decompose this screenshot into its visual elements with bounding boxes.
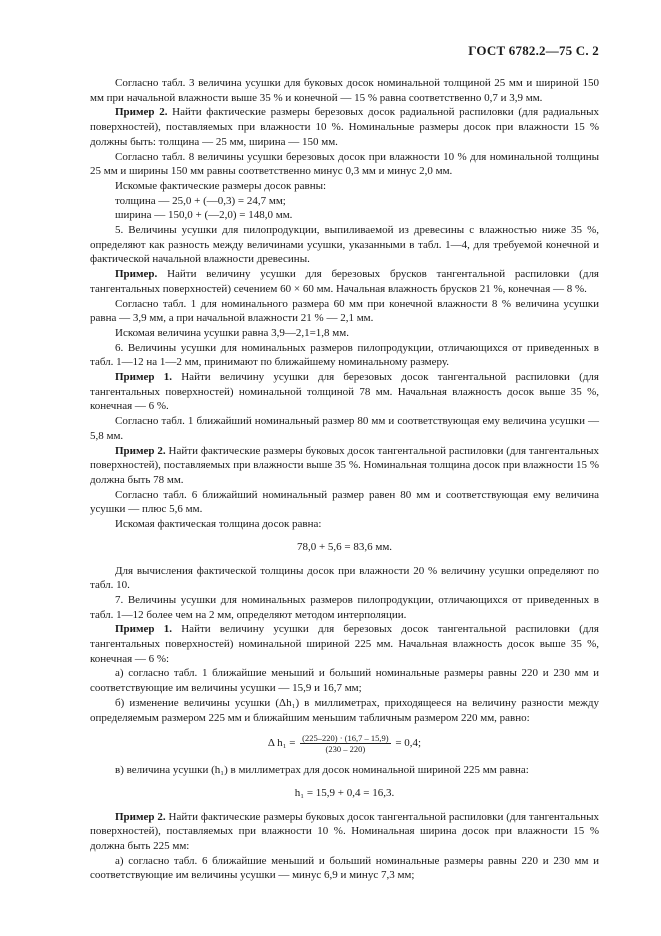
paragraph: Пример 1. Найти величину усушки для березовых досок тангентальной распиловки (для тангентальных поверхностей) номинальной шириной 225 мм. Начальная влажность досок выше 35 %, конечная — 6 %: — [90, 623, 599, 665]
paragraph: 5. Величины усушки для пилопродукции, выпиливаемой из древесины с влажностью ниже 35 %, определяют как разность между величинами усушки, указанными в табл. 1—4, для требуемой конечной и фактической начальной влажности древесины. — [90, 224, 599, 266]
fraction-numerator: (225–220) · (16,7 – 15,9) — [302, 733, 389, 744]
paragraph: 6. Величины усушки для номинальных размеров пилопродукции, отличающихся от приведенных в табл. 1—12 на 1—2 мм, принимают по ближайшему номинальному размеру. — [90, 341, 599, 369]
paragraph: Согласно табл. 3 величина усушки для буковых досок номинальной толщиной 25 мм и шириной 150 мм при начальной влажности выше 35 % и конечной — 15 % равна соответственно 0,7 и 3,9 мм. — [90, 77, 599, 104]
paragraph: Согласно табл. 6 ближайший номинальный размер равен 80 мм и соответствующая ему величина усушки — плюс 5,6 мм. — [90, 488, 599, 516]
paragraph: Пример 2. Найти фактические размеры буковых досок тангентальной распиловки (для тангентальных поверхностей), поставляемых при влажности 10 %. Номинальная ширина досок при влажности 15 % должна быть 225 мм: — [90, 810, 599, 853]
fraction — [300, 733, 390, 754]
formula-centered: h₁ = 15,9 + 0,4 = 16,3. — [294, 786, 395, 799]
paragraph: а) согласно табл. 1 ближайшие меньший и больший номинальные размеры равны 220 и 230 мм и соответствующие им величины усушки — 15,9 и 16,7 мм; — [90, 667, 599, 695]
paragraph: б) изменение величины усушки (Δh₁) в миллиметрах, приходящееся на величину разности между определяемым размером 225 мм и ближайшим меньшим табличным размером 220 мм, равно: — [90, 696, 599, 724]
fraction-denominator: (230 – 220) — [325, 744, 366, 755]
paragraph: Искомая величина усушки равна 3,9—2,1=1,8 мм. — [115, 326, 349, 339]
paragraph: Пример 2. Найти фактические размеры березовых досок радиальной распиловки (для радиальных поверхностей), поставляемых при влажности 10 %. Номинальные размеры досок при влажности 15 % должны быть: толщина — 25 мм, ширина — 150 мм. — [90, 106, 599, 148]
paragraph: в) величина усушки (h₁) в миллиметрах для досок номинальной шириной 225 мм равна: — [115, 764, 529, 777]
formula-centered: 78,0 + 5,6 = 83,6 мм. — [296, 540, 393, 553]
document-body — [90, 76, 599, 883]
fraction-formula — [90, 733, 599, 754]
paragraph: Пример. Найти величину усушки для березовых брусков тангентальной распиловки (для тангентальных поверхностей) сечением 60 × 60 мм. Начальная влажность брусков 21 %, конечная — 8 %. — [90, 268, 599, 295]
formula-rhs: = 0,4; — [395, 737, 422, 750]
paragraph: Для вычисления фактической толщины досок при влажности 20 % величину усушки определяют по табл. 10. — [90, 564, 599, 592]
paragraph: Пример 1. Найти величину усушки для березовых досок тангентальной распиловки (для тангентальных поверхностей) номинальной толщиной 78 мм. Начальная влажность досок выше 35 %, конечная — 6 %. — [90, 371, 599, 413]
paragraph: Искомые фактические размеры досок равны: — [115, 179, 327, 192]
paragraph: Пример 2. Найти фактические размеры буковых досок тангентальной распиловки (для тангентальных поверхностей), поставляемых при влажности выше 35 %. Номинальная толщина досок при влажности 15 % должна быть 78 мм. — [90, 444, 599, 486]
paragraph: Искомая фактическая толщина досок равна: — [115, 518, 322, 531]
formula-line: ширина — 150,0 + (—2,0) = 148,0 мм. — [115, 209, 293, 222]
paragraph: 7. Величины усушки для номинальных размеров пилопродукции, отличающихся от приведенных в табл. 1—12 более чем на 2 мм, определяют методом интерполяции. — [90, 593, 599, 621]
page-header: ГОСТ 6782.2—75 С. 2 — [468, 43, 599, 58]
formula-line: толщина — 25,0 + (—0,3) = 24,7 мм; — [115, 194, 286, 207]
paragraph: Согласно табл. 1 для номинального размера 60 мм при конечной влажности 8 % величина усушки равна — 3,9 мм, а при начальной влажности 21 % — 2,1 мм. — [90, 297, 599, 325]
formula-lhs: Δ h₁ = — [267, 737, 296, 750]
paragraph: Согласно табл. 8 величины усушки березовых досок при влажности 10 % для номинальной толщины 25 мм и ширины 150 мм равны соответственно минус 0,3 мм и минус 2,0 мм. — [90, 150, 599, 178]
paragraph: Согласно табл. 1 ближайший номинальный размер 80 мм и соответствующая ему величина усушки — 5,8 мм. — [90, 415, 599, 442]
paragraph: а) согласно табл. 6 ближайшие меньший и больший номинальные размеры равны 220 и 230 мм и соответствующие им величины усушки — минус 6,9 и минус 7,3 мм; — [90, 854, 599, 882]
